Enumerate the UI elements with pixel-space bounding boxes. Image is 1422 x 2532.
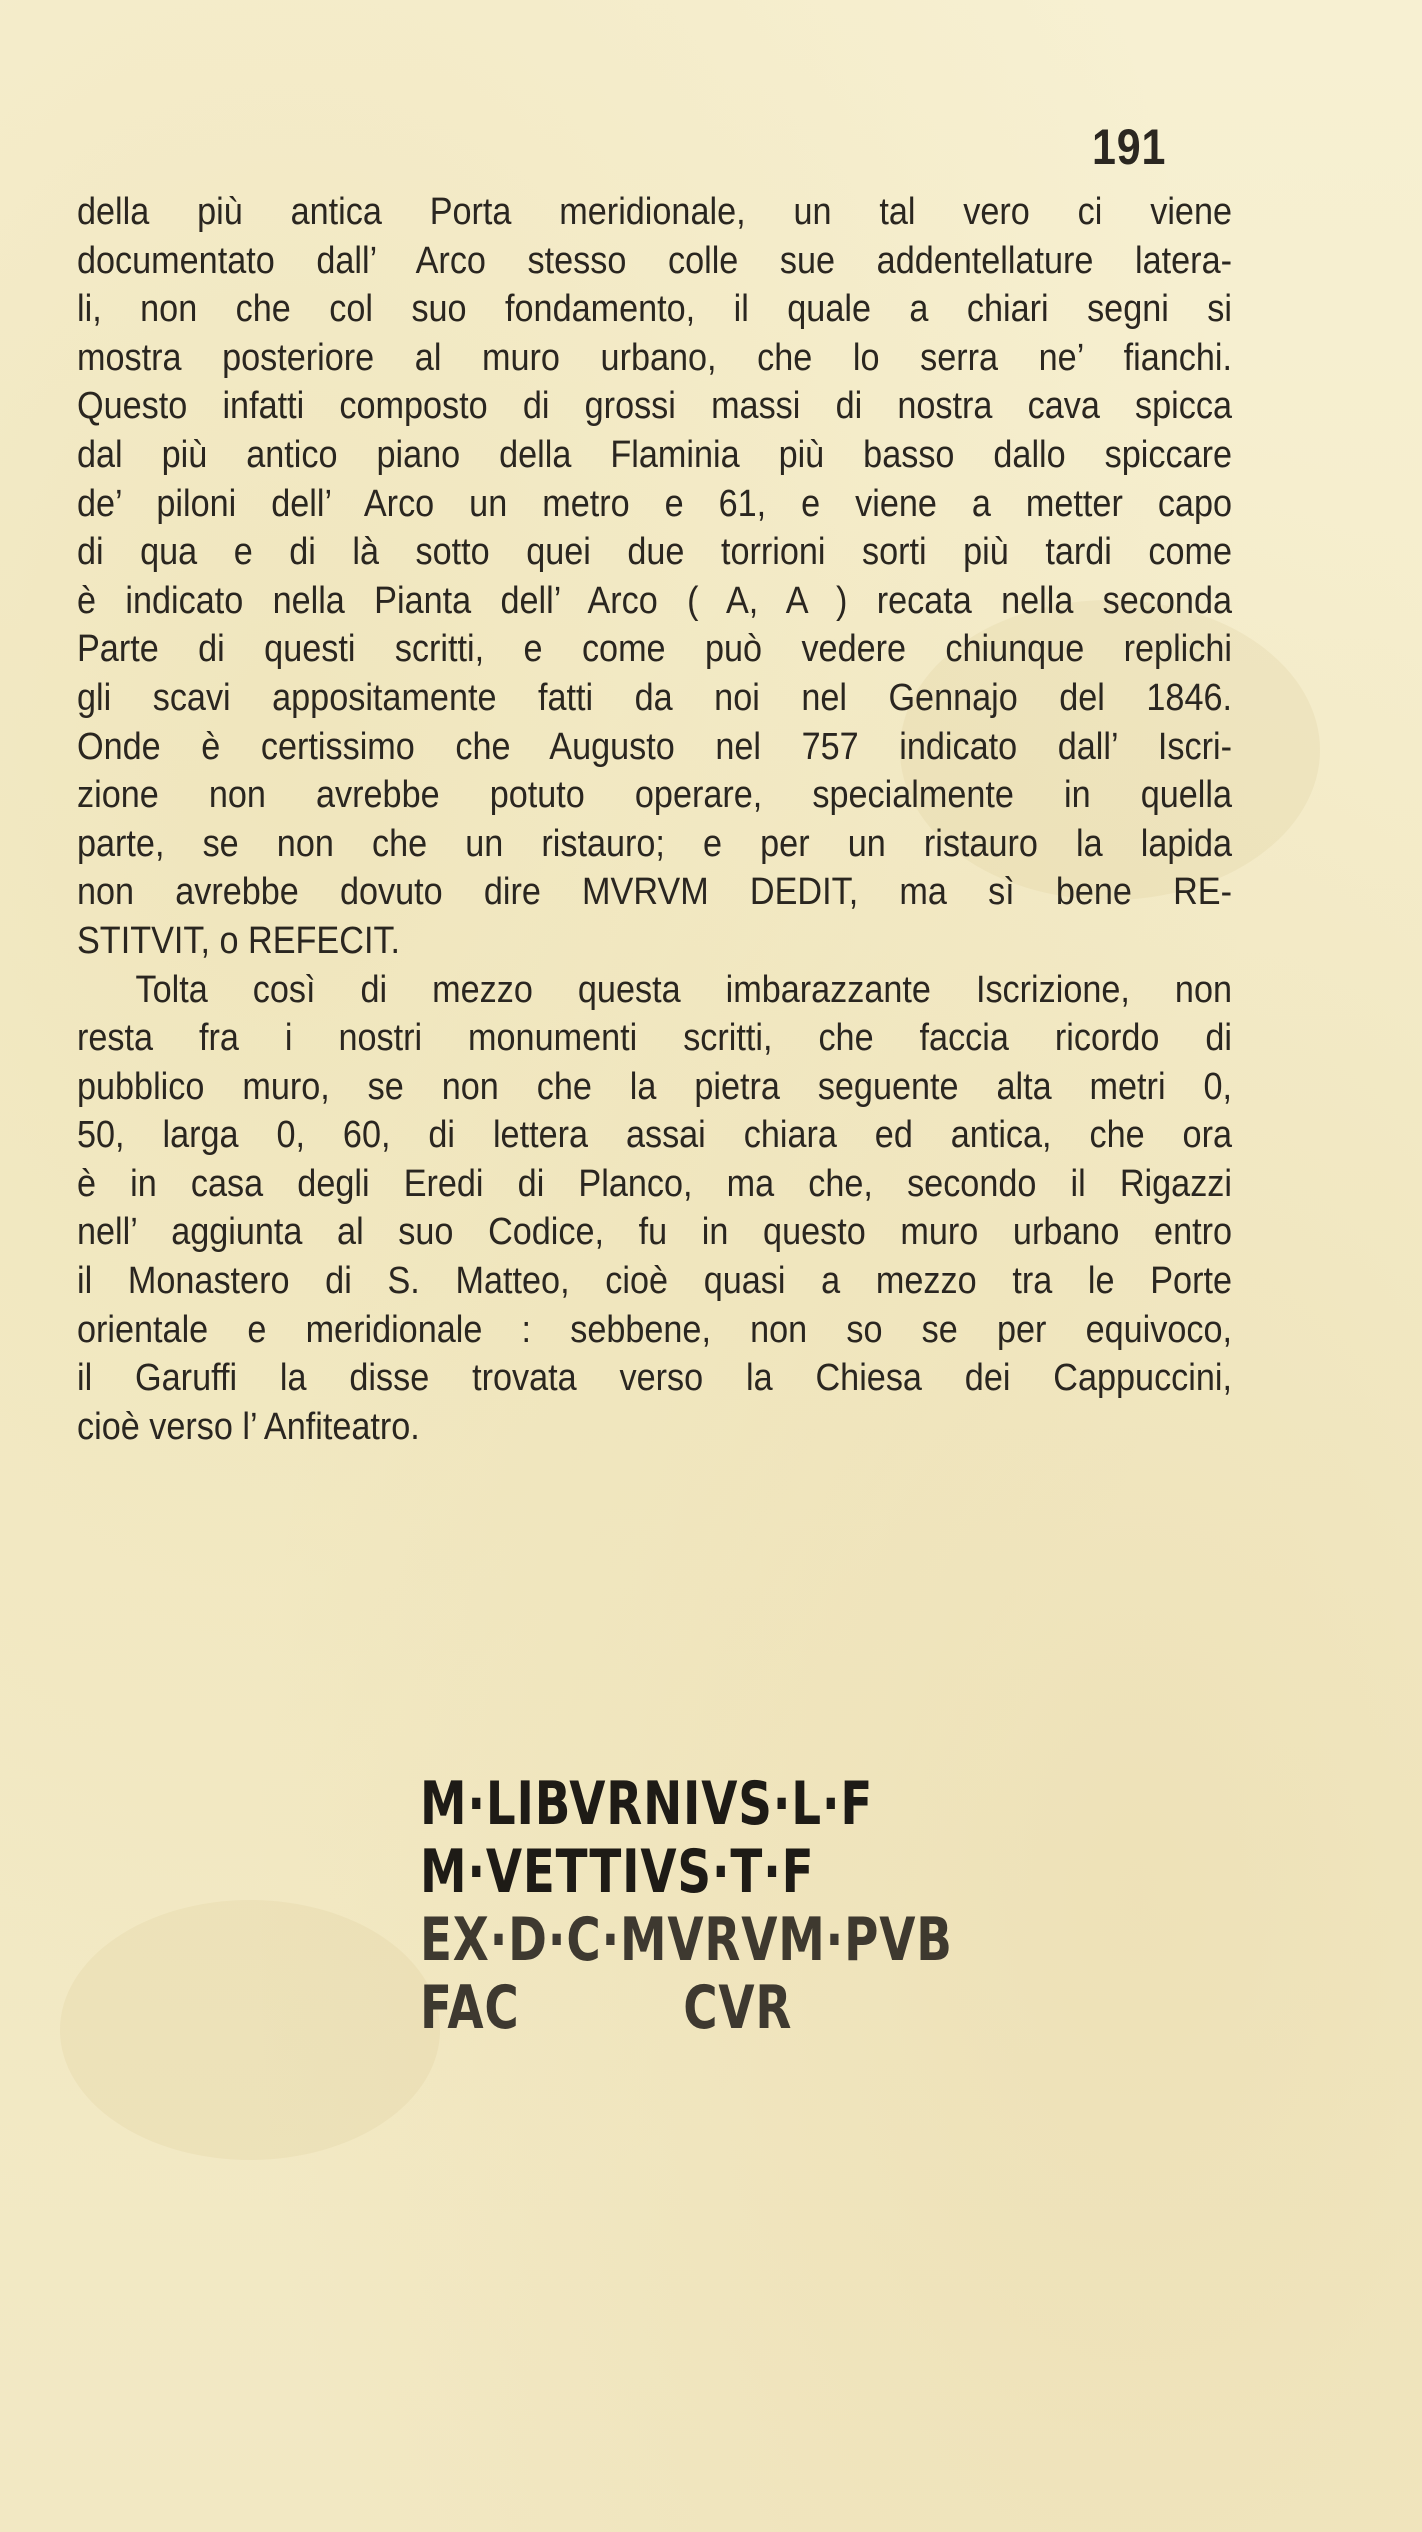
text-line: mostra posteriore al muro urbano, che lo serra ne’ fianchi. [77, 336, 1232, 379]
text-line: cioè verso l’ Anfiteatro. [77, 1405, 420, 1448]
text-line: zione non avrebbe potuto operare, specialmente in quella [77, 774, 1232, 817]
text-line: STITVIT, o REFECIT. [77, 919, 401, 962]
text-line: è indicato nella Pianta dell’ Arco ( A, A ) recata nella seconda [77, 579, 1232, 622]
inscription-fragment-right: CVR [683, 1973, 793, 2043]
text-line: Onde è certissimo che Augusto nel 757 indicato dall’ Iscri- [77, 725, 1232, 768]
text-line: nell’ aggiunta al suo Codice, fu in questo muro urbano entro [77, 1211, 1232, 1254]
text-line: pubblico muro, se non che la pietra seguente alta metri 0, [77, 1065, 1232, 1108]
text-line: li, non che col suo fondamento, il quale a chiari segni si [77, 288, 1232, 331]
text-line: non avrebbe dovuto dire MVRVM DEDIT, ma sì bene RE- [77, 871, 1232, 914]
text-line: è in casa degli Eredi di Planco, ma che, secondo il Rigazzi [77, 1162, 1232, 1205]
text-line: resta fra i nostri monumenti scritti, che faccia ricordo di [77, 1017, 1232, 1060]
text-line: 50, larga 0, 60, di lettera assai chiara ed antica, che ora [77, 1114, 1232, 1157]
paper-stain [60, 1900, 440, 2160]
text-line: Questo infatti composto di grossi massi di nostra cava spicca [77, 385, 1232, 428]
text-line: Tolta così di mezzo questa imbarazzante Iscrizione, non [135, 968, 1232, 1011]
inscription-line: M·LIBVRNIVS·L·F [420, 1769, 874, 1839]
text-line: il Monastero di S. Matteo, cioè quasi a mezzo tra le Porte [77, 1260, 1232, 1303]
inscription-line: M·VETTIVS·T·F [420, 1837, 815, 1907]
text-line: parte, se non che un ristauro; e per un ristauro la lapida [77, 822, 1232, 865]
stone-inscription [420, 1770, 980, 2042]
page-number: 191 [1092, 119, 1167, 175]
text-line: Parte di questi scritti, e come può vedere chiunque replichi [77, 628, 1232, 671]
text-line: dal più antico piano della Flaminia più basso dallo spiccare [77, 433, 1232, 476]
text-line: orientale e meridionale : sebbene, non so se per equivoco, [77, 1308, 1232, 1351]
text-line: della più antica Porta meridionale, un tal vero ci viene [77, 191, 1232, 233]
inscription-line: EX·D·C·MVRVM·PVB [420, 1905, 953, 1975]
text-line: gli scavi appositamente fatti da noi nel Gennajo del 1846. [77, 676, 1232, 719]
inscription-fragment-left: FAC [420, 1973, 520, 2043]
text-line: di qua e di là sotto quei due torrioni sorti più tardi come [77, 531, 1232, 574]
inscription-line [420, 1974, 857, 2042]
text-line: de’ piloni dell’ Arco un metro e 61, e viene a metter capo [77, 482, 1232, 525]
body-text [77, 188, 1232, 1451]
text-line: documentato dall’ Arco stesso colle sue addentellature latera- [77, 239, 1232, 282]
text-line: il Garuffi la disse trovata verso la Chiesa dei Cappuccini, [77, 1357, 1232, 1400]
